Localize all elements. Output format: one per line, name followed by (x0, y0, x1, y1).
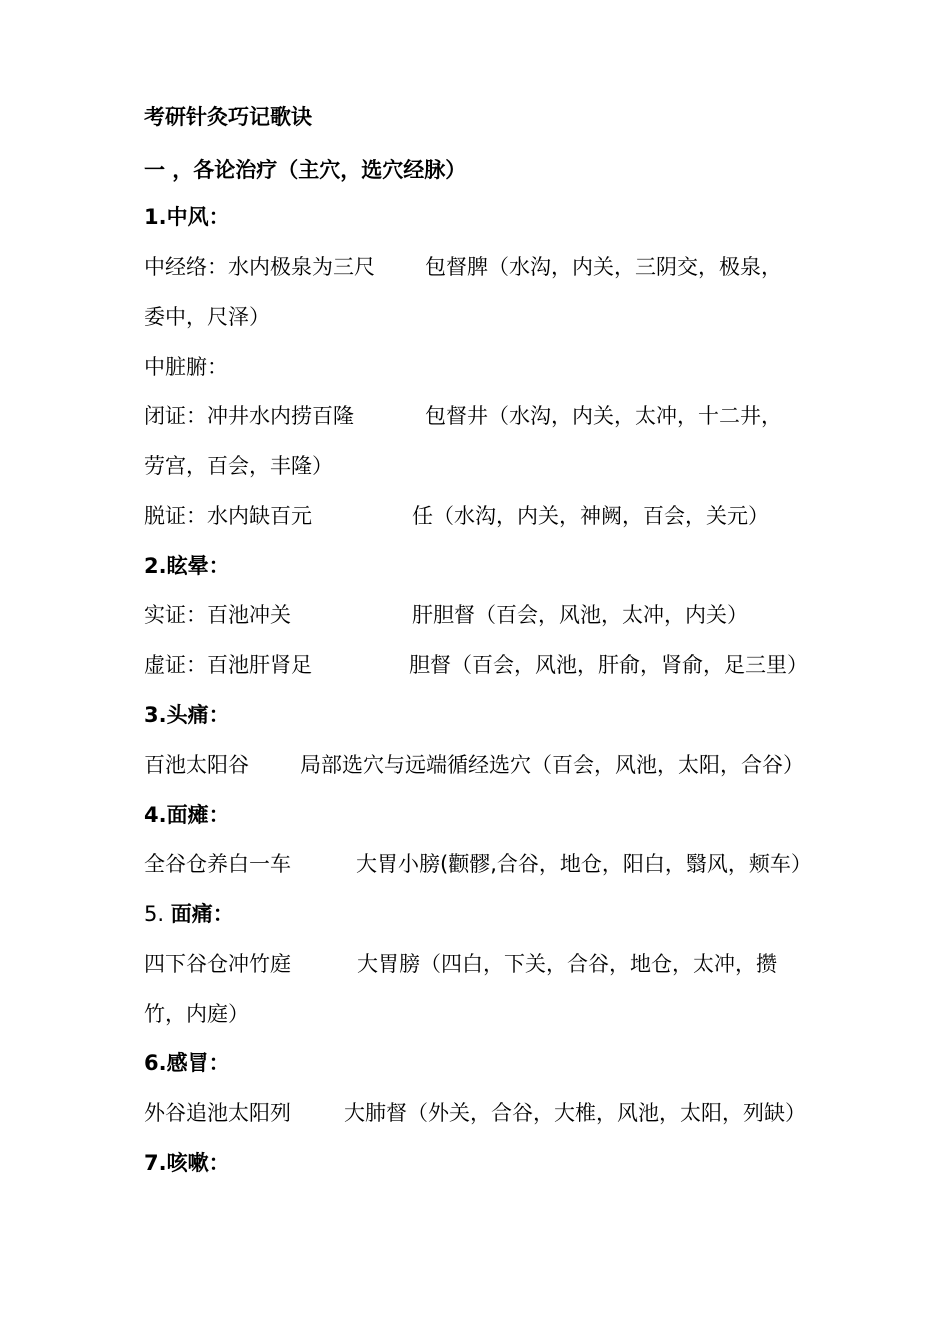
item-number: 3. (144, 703, 167, 727)
continuation-text: 委中，尺泽） (144, 305, 270, 329)
text-line (144, 501, 769, 531)
item-heading-headache (144, 700, 230, 730)
mnemonic-text: 实证：百池冲关 (144, 603, 291, 627)
item-name: 中风： (166, 205, 230, 229)
mnemonic-text: 脱证：水内缺百元 (144, 504, 312, 528)
item-number: 2. (144, 554, 167, 578)
text-line (144, 352, 228, 382)
acupoint-detail: 局部选穴与远端循经选穴（百会，风池，太阳，合谷） (300, 753, 804, 777)
acupoint-detail: 肝胆督（百会，风池，太冲，内关） (412, 603, 748, 627)
mnemonic-text: 百池太阳谷 (144, 753, 249, 777)
mnemonic-text: 外谷追池太阳列 (144, 1101, 291, 1125)
item-number: 5. (144, 902, 165, 926)
continuation-text: 竹，内庭） (144, 1002, 249, 1026)
item-name: 头痛： (166, 703, 230, 727)
item-heading-cough (144, 1148, 230, 1178)
acupoint-detail: 大胃小膀(颧髎,合谷，地仓，阳白，翳风，颊车） (356, 852, 812, 876)
item-heading-facial-pain (144, 899, 234, 929)
item-number: 6. (144, 1051, 167, 1075)
item-name: 咳嗽： (166, 1151, 230, 1175)
text-line (144, 949, 777, 979)
item-name: 面瘫： (166, 803, 230, 827)
text-line (144, 302, 270, 332)
text-line (144, 600, 748, 630)
acupoint-detail: 任（水沟，内关，神阙，百会，关元） (412, 504, 769, 528)
item-name: 眩晕： (166, 554, 230, 578)
text-line (144, 650, 808, 680)
section-heading: 一 ，各论治疗（主穴，选穴经脉） (144, 158, 467, 182)
mnemonic-text: 闭证：冲井水内捞百隆 (144, 404, 354, 428)
item-heading-vertigo (144, 551, 230, 581)
acupoint-detail: 包督脾（水沟，内关，三阴交，极泉， (425, 255, 782, 279)
item-heading-stroke (144, 202, 230, 232)
mnemonic-text: 中经络：水内极泉为三尺 (144, 255, 375, 279)
subheading-text: 中脏腑： (144, 355, 228, 379)
text-line (144, 401, 782, 431)
text-line (144, 451, 333, 481)
acupoint-detail: 胆督（百会，风池，肝俞，肾俞，足三里） (409, 653, 808, 677)
mnemonic-text: 虚证：百池肝肾足 (144, 653, 312, 677)
item-heading-common-cold (144, 1048, 230, 1078)
text-line (144, 999, 249, 1029)
text-line (144, 1098, 806, 1128)
text-line (144, 750, 804, 780)
acupoint-detail: 大胃膀（四白，下关，合谷，地仓，太冲，攒 (357, 952, 777, 976)
text-line (144, 849, 812, 879)
item-name: 感冒： (166, 1051, 230, 1075)
mnemonic-text: 全谷仓养白一车 (144, 852, 291, 876)
acupoint-detail: 大肺督（外关，合谷，大椎，风池，太阳，列缺） (344, 1101, 806, 1125)
item-heading-facial-paralysis (144, 800, 230, 830)
item-number: 7. (144, 1151, 167, 1175)
acupoint-detail: 包督井（水沟，内关，太冲，十二井， (425, 404, 782, 428)
mnemonic-text: 四下谷仓冲竹庭 (144, 952, 291, 976)
continuation-text: 劳宫，百会，丰隆） (144, 454, 333, 478)
item-number: 1. (144, 205, 167, 229)
document-title: 考研针灸巧记歌诀 (144, 105, 312, 129)
item-name: 面痛： (170, 902, 234, 926)
item-number: 4. (144, 803, 167, 827)
text-line (144, 252, 782, 282)
